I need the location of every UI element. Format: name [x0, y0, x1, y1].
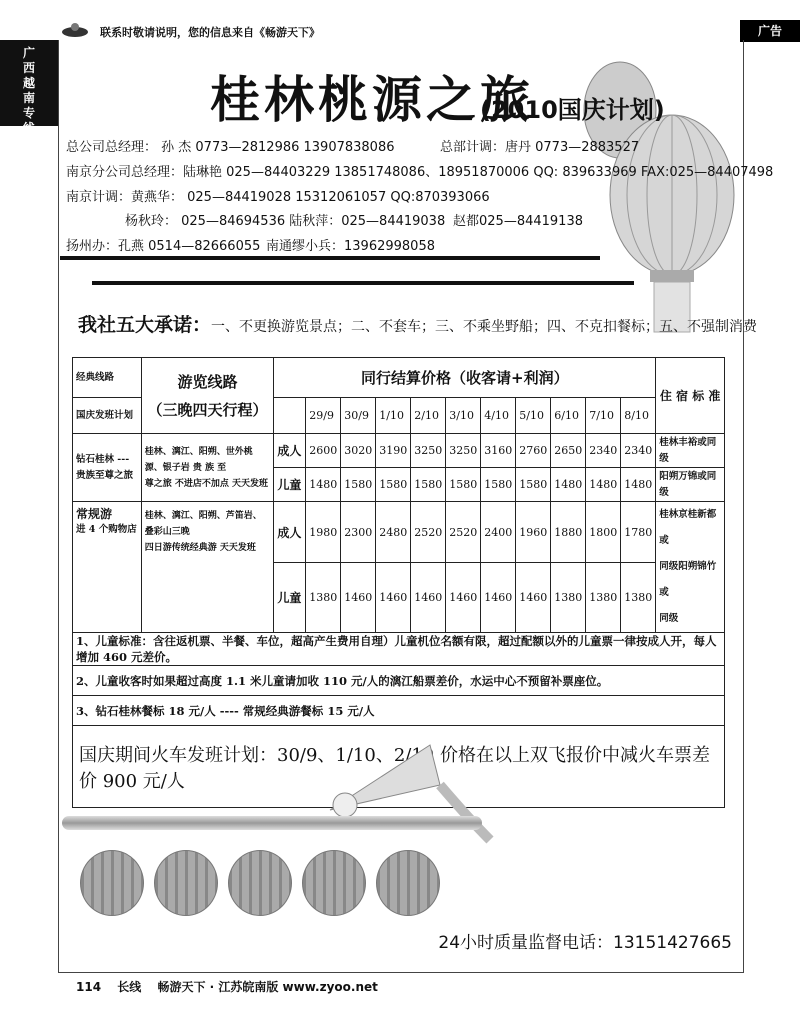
contact-line: 杨秋玲： 025—84694536 陆秋萍：025—84419038 — [125, 214, 446, 229]
price-cell: 1800 — [586, 502, 621, 563]
price-cell: 1380 — [551, 563, 586, 633]
top-bar — [60, 22, 740, 40]
sidebar-char: 线 — [22, 121, 35, 135]
price-cell: 2650 — [551, 434, 586, 468]
price-cell: 3250 — [446, 434, 481, 468]
price-cell: 1580 — [341, 468, 376, 502]
date-cell: 7/10 — [586, 398, 621, 434]
product-route — [141, 434, 274, 502]
note-line: 3、钻石桂林餐标 18 元/人 ---- 常规经典游餐标 15 元/人 — [73, 696, 725, 726]
date-cell: 4/10 — [481, 398, 516, 434]
lantern-rod — [62, 816, 482, 830]
price-cell: 1380 — [621, 563, 656, 633]
price-cell: 1580 — [446, 468, 481, 502]
sidebar-char: 西 — [22, 61, 35, 75]
price-cell: 1460 — [376, 563, 411, 633]
price-cell: 1460 — [411, 563, 446, 633]
page-subtitle: (2010国庆计划) — [480, 96, 665, 124]
product-name — [73, 434, 142, 502]
divider — [60, 256, 600, 260]
price-cell: 2340 — [621, 434, 656, 468]
product-route-line: 尊之旅 不进店不加点 天天发班 — [144, 478, 268, 489]
stay-cell — [656, 502, 725, 633]
date-cell: 8/10 — [621, 398, 656, 434]
price-cell: 3160 — [481, 434, 516, 468]
product-route — [141, 502, 274, 633]
product-name-line: 钻石桂林 --- — [76, 453, 130, 465]
magazine-logo-icon — [60, 22, 90, 38]
ad-tab: 广告 — [740, 20, 800, 42]
stay-cell: 阳朔万锦或同级 — [656, 468, 725, 502]
lantern-icon — [80, 850, 144, 916]
stay-line: 同级 — [659, 613, 679, 624]
contact-line: 总公司总经理： 孙 杰 0773—2812986 13907838086 — [66, 140, 395, 155]
promise-lead: 我社五大承诺： — [78, 314, 212, 336]
price-cell: 3250 — [411, 434, 446, 468]
price-cell: 1380 — [306, 563, 341, 633]
note-line: 1、儿童标准：含往返机票、半餐、车位，超高产生费用自理）儿童机位名额有限，超过配额以外的儿童票一律按成人开，每人增加 460 元差价。 — [73, 633, 725, 666]
header-route-title: 游览线路 — [177, 372, 238, 391]
product-route-line: 四日游传统经典游 天天发班 — [144, 543, 256, 553]
price-cell: 1780 — [621, 502, 656, 563]
contact-line: 扬州办：孔燕 0514—82666055 — [66, 239, 261, 254]
lantern-icon — [228, 850, 292, 916]
section-sidebar — [0, 40, 58, 135]
price-cell: 1980 — [306, 502, 341, 563]
product-name-line: 常规游 — [76, 507, 113, 521]
header-route — [141, 358, 274, 434]
price-cell: 2760 — [516, 434, 551, 468]
page-number: 114 — [76, 980, 102, 994]
date-corner — [274, 398, 306, 434]
price-cell: 1460 — [516, 563, 551, 633]
stay-line: 桂林京桂新都或 — [659, 509, 717, 546]
price-cell: 3020 — [341, 434, 376, 468]
megaphone-icon — [300, 740, 500, 850]
lantern-icon — [154, 850, 218, 916]
price-cell: 1460 — [446, 563, 481, 633]
sidebar-char: 专 — [22, 106, 35, 120]
product-name — [73, 502, 142, 633]
footer-brand: 畅游天下 · 江苏皖南版 www.zyoo.net — [157, 980, 378, 994]
date-cell: 5/10 — [516, 398, 551, 434]
stay-cell: 桂林丰裕或同级 — [656, 434, 725, 468]
date-cell: 1/10 — [376, 398, 411, 434]
divider — [92, 281, 634, 285]
note-line: 2、儿童收客时如果超过高度 1.1 米儿童请加收 110 元/人的漓江船票差价，水运中心不预留补票座位。 — [73, 666, 725, 696]
price-cell: 2400 — [481, 502, 516, 563]
price-cell: 3190 — [376, 434, 411, 468]
row-label: 儿童 — [274, 563, 306, 633]
contact-line: 总部计调：唐丹 0773—2883527 — [440, 140, 640, 155]
price-cell: 1480 — [621, 468, 656, 502]
price-cell: 1580 — [481, 468, 516, 502]
promise-line — [78, 310, 757, 337]
sidebar-char: 越 — [22, 76, 35, 90]
date-cell: 3/10 — [446, 398, 481, 434]
row-label: 成人 — [274, 502, 306, 563]
footer — [76, 978, 378, 995]
price-cell: 1960 — [516, 502, 551, 563]
price-cell: 1580 — [516, 468, 551, 502]
header-stay: 住 宿 标 准 — [656, 358, 725, 434]
price-cell: 1460 — [341, 563, 376, 633]
price-cell: 1580 — [411, 468, 446, 502]
contact-line: 南通缪小兵：13962998058 — [266, 239, 435, 254]
contact-line: 南京分公司总经理：陆琳艳 025—84403229 13851748086、18951870006 QQ: 839633969 FAX:025—84407498 — [66, 165, 774, 180]
contact-line: 赵都025—84419138 — [453, 214, 583, 229]
price-cell: 2520 — [411, 502, 446, 563]
price-cell: 1480 — [586, 468, 621, 502]
price-cell: 2340 — [586, 434, 621, 468]
price-cell: 1480 — [306, 468, 341, 502]
price-cell: 1480 — [551, 468, 586, 502]
price-cell: 1380 — [586, 563, 621, 633]
product-name-line: 进 4 个购物店 — [76, 524, 137, 535]
train-plan: 国庆期间火车发班计划：30/9、1/10、2/10 价格在以上双飞报价中减火车票差价 900 元/人 — [73, 726, 725, 808]
row-label: 儿童 — [274, 468, 306, 502]
source-note: 联系时敬请说明，您的信息来自《畅游天下》 — [100, 26, 320, 39]
promise-body: 一、不更换游览景点；二、不套车；三、不乘坐野船；四、不克扣餐标；五、不强制消费 — [211, 319, 758, 335]
price-cell: 2520 — [446, 502, 481, 563]
price-cell: 2600 — [306, 434, 341, 468]
lantern-icon — [376, 850, 440, 916]
product-route-line: 桂林、漓江、阳朔、芦笛岩、叠彩山三晚 — [144, 511, 262, 537]
price-cell: 1580 — [376, 468, 411, 502]
lantern-icon — [302, 850, 366, 916]
hotline: 24小时质量监督电话：13151427665 — [438, 933, 732, 953]
product-route-line: 桂林、漓江、阳朔、世外桃源、银子岩 贵 族 至 — [144, 446, 253, 473]
header-route-sub: （三晚四天行程） — [147, 400, 268, 419]
header-classic: 经典线路 — [73, 358, 142, 398]
contact-line: 南京计调：黄燕华： 025—84419028 15312061057 QQ:870393066 — [66, 190, 490, 205]
date-cell: 30/9 — [341, 398, 376, 434]
date-cell: 2/10 — [411, 398, 446, 434]
sidebar-char: 广 — [22, 46, 35, 60]
date-cell: 29/9 — [306, 398, 341, 434]
page-title: 桂林桃源之旅 — [210, 70, 534, 129]
section-label: 长线 — [117, 980, 142, 994]
price-cell: 2480 — [376, 502, 411, 563]
price-cell: 2300 — [341, 502, 376, 563]
table-row — [73, 502, 725, 563]
row-label: 成人 — [274, 434, 306, 468]
product-name-line: 贵族至尊之旅 — [76, 469, 134, 481]
date-cell: 6/10 — [551, 398, 586, 434]
header-plan: 国庆发班计划 — [73, 398, 142, 434]
stay-line: 同级阳朔锦竹或 — [659, 561, 717, 598]
table-row — [73, 434, 725, 468]
price-cell: 1880 — [551, 502, 586, 563]
price-cell: 1460 — [481, 563, 516, 633]
header-price: 同行结算价格（收客请+利润） — [274, 358, 656, 398]
sidebar-char: 南 — [22, 91, 35, 105]
